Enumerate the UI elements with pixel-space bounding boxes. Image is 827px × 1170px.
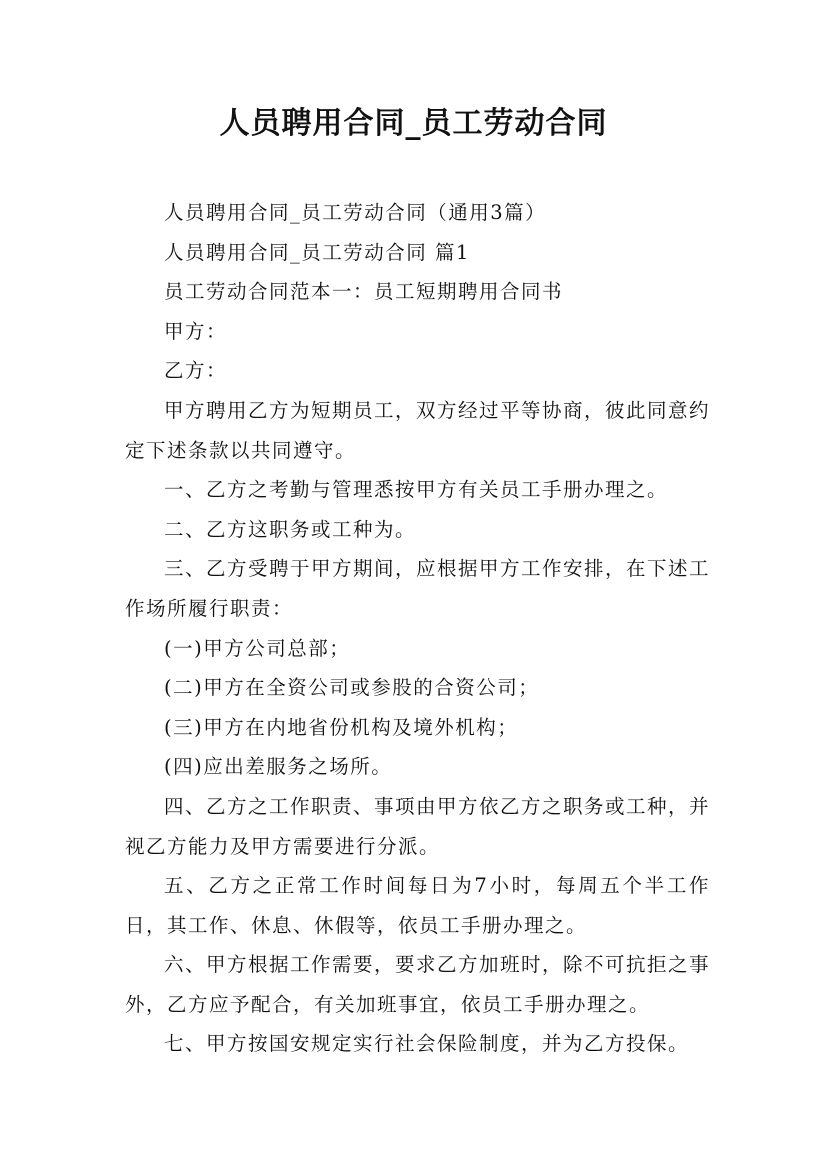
paragraph-template-title: 员工劳动合同范本一：员工短期聘用合同书 <box>164 280 564 304</box>
paragraph-subtitle: 人员聘用合同_员工劳动合同（通用3篇） <box>164 201 547 224</box>
paragraph-clause-7: 七、甲方按国安规定实行社会保险制度，并为乙方投保。 <box>164 1032 690 1056</box>
paragraph-clause-3: 三、乙方受聘于甲方期间，应根据甲方工作安排，在下述工作场所履行职责： <box>125 557 711 620</box>
paragraph-clause-3-item-1: (一)甲方公司总部； <box>164 636 351 660</box>
paragraph-clause-3-item-4: (四)应出差服务之场所。 <box>164 755 393 779</box>
paragraph-clause-1: 一、乙方之考勤与管理悉按甲方有关员工手册办理之。 <box>164 478 669 502</box>
paragraph-clause-3-item-2: (二)甲方在全资公司或参股的合资公司； <box>164 676 540 700</box>
document-body <box>125 193 710 1064</box>
paragraph-section-heading: 人员聘用合同_员工劳动合同 篇1 <box>164 240 470 264</box>
paragraph-preamble: 甲方聘用乙方为短期员工，双方经过平等协商，彼此同意约定下述条款以共同遵守。 <box>125 398 711 462</box>
paragraph-clause-4: 四、乙方之工作职责、事项由甲方依乙方之职务或工种，并视乙方能力及甲方需要进行分派。 <box>125 794 711 858</box>
paragraph-party-b: 乙方： <box>164 359 228 383</box>
document-title: 人员聘用合同_员工劳动合同 <box>219 106 608 141</box>
paragraph-party-a: 甲方： <box>164 319 228 343</box>
paragraph-clause-2: 二、乙方这职务或工种为。 <box>164 517 417 541</box>
paragraph-clause-6: 六、甲方根据工作需要，要求乙方加班时，除不可抗拒之事外，乙方应予配合，有关加班事宜，依员工手册办理之。 <box>125 953 711 1016</box>
paragraph-clause-3-item-3: (三)甲方在内地省份机构及境外机构； <box>164 715 519 739</box>
paragraph-clause-5: 五、乙方之正常工作时间每日为7小时，每周五个半工作日，其工作、休息、休假等，依员工手册办理之。 <box>125 874 710 937</box>
